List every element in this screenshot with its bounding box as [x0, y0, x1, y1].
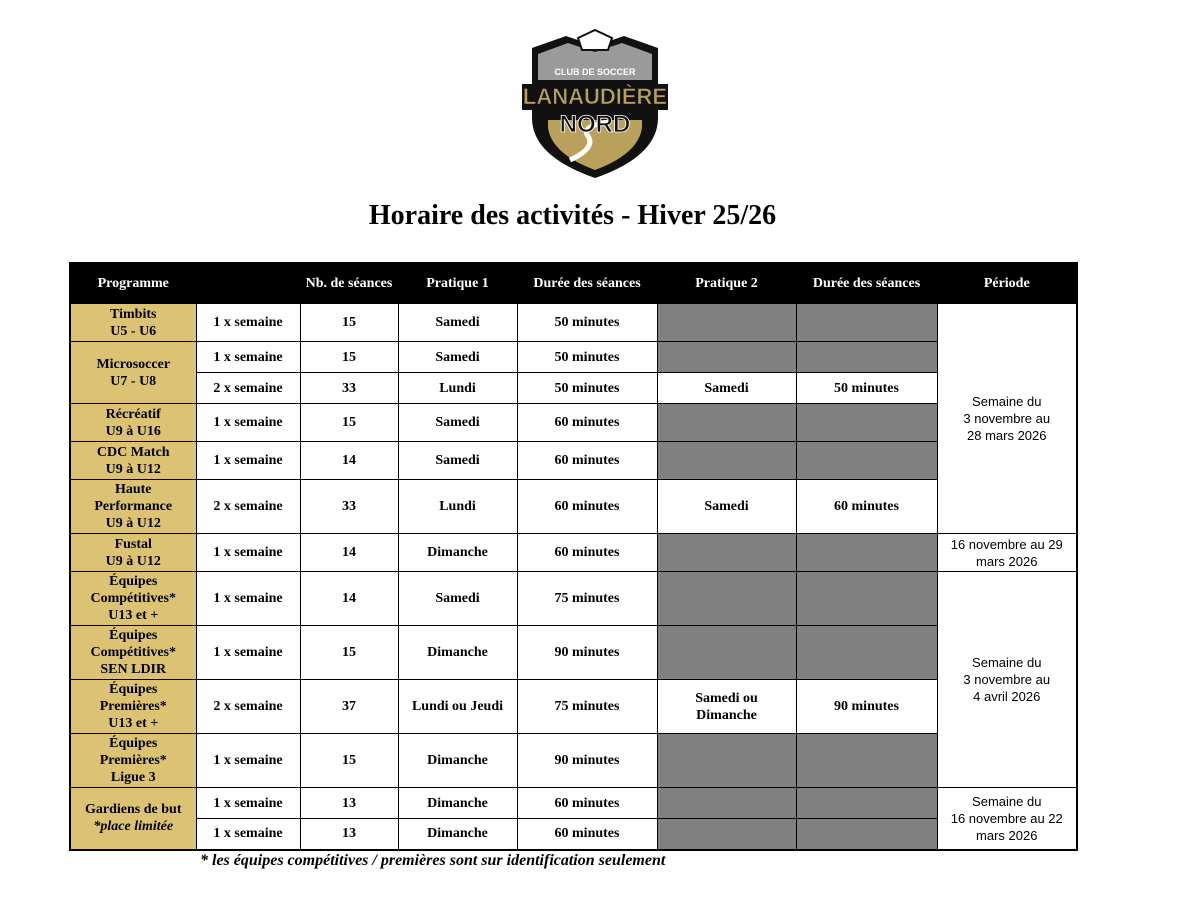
table-row — [70, 404, 1077, 442]
pratique-2-line: Samedi ou — [695, 690, 758, 706]
program-line: Performance — [94, 499, 173, 514]
pratique-2-cell-empty — [657, 734, 796, 788]
duree-2-cell-empty — [796, 734, 937, 788]
periode-cell — [937, 304, 1077, 534]
duree-2-cell-empty — [796, 572, 937, 626]
table-row — [70, 734, 1077, 788]
pratique-2-cell-empty — [657, 788, 796, 819]
periode-cell — [937, 788, 1077, 850]
pratique-2-cell-empty — [657, 342, 796, 373]
nb-seances-cell: 13 — [300, 788, 398, 819]
pratique-2-cell-empty — [657, 572, 796, 626]
table-row — [70, 342, 1077, 373]
duree-1-cell: 75 minutes — [517, 572, 657, 626]
pratique-2-cell: Samedi — [657, 373, 796, 404]
frequency-cell: 1 x semaine — [196, 572, 300, 626]
duree-1-cell: 50 minutes — [517, 373, 657, 404]
program-line: CDC Match — [96, 444, 170, 460]
periode-line: mars 2026 — [976, 553, 1038, 569]
pratique-1-cell: Dimanche — [398, 734, 517, 788]
duree-2-cell-empty — [796, 342, 937, 373]
pratique-2-cell-empty — [657, 819, 796, 850]
frequency-cell: 1 x semaine — [196, 734, 300, 788]
program-line: U9 à U16 — [105, 423, 161, 439]
duree-1-cell: 90 minutes — [517, 734, 657, 788]
program-line: U5 - U6 — [110, 323, 157, 339]
duree-1-cell: 50 minutes — [517, 342, 657, 373]
program-cell — [70, 342, 196, 404]
frequency-cell: 1 x semaine — [196, 534, 300, 572]
page-title: Horaire des activités - Hiver 25/26 — [368, 200, 777, 231]
pratique-2-cell-empty — [657, 626, 796, 680]
header-duree-1: Durée des séances — [517, 263, 657, 304]
pratique-2-cell-empty — [657, 442, 796, 480]
periode-line: 28 mars 2026 — [967, 428, 1047, 443]
program-line: Équipes — [109, 628, 158, 643]
program-cell — [70, 404, 196, 442]
program-line: Récréatif — [105, 406, 161, 422]
table-row — [70, 680, 1077, 734]
logo-name-line1: LANAUDIÈRE — [522, 84, 668, 109]
nb-seances-cell: 15 — [300, 626, 398, 680]
program-cell — [70, 480, 196, 534]
program-cell — [70, 680, 196, 734]
club-logo — [518, 28, 672, 182]
duree-2-cell: 50 minutes — [796, 373, 937, 404]
nb-seances-cell: 14 — [300, 534, 398, 572]
program-line: U13 et + — [108, 716, 159, 731]
program-line: Compétitives* — [90, 591, 177, 606]
table-row — [70, 626, 1077, 680]
frequency-cell: 1 x semaine — [196, 404, 300, 442]
program-cell — [70, 572, 196, 626]
logo-name-line2: NORD — [559, 111, 631, 138]
pratique-1-cell: Samedi — [398, 442, 517, 480]
program-line: Gardiens de but — [85, 802, 182, 818]
duree-2-cell-empty — [796, 626, 937, 680]
program-note: *place limitée — [93, 819, 174, 835]
program-line: SEN LDIR — [100, 662, 167, 677]
header-duree-2: Durée des séances — [796, 263, 937, 304]
frequency-cell: 1 x semaine — [196, 819, 300, 850]
pratique-1-cell: Samedi — [398, 342, 517, 373]
pratique-2-cell-empty — [657, 404, 796, 442]
table-row — [70, 572, 1077, 626]
pratique-1-cell: Samedi — [398, 404, 517, 442]
program-cell — [70, 734, 196, 788]
duree-2-cell-empty — [796, 442, 937, 480]
duree-2-cell-empty — [796, 819, 937, 850]
duree-1-cell: 60 minutes — [517, 480, 657, 534]
program-cell — [70, 626, 196, 680]
table-row — [70, 819, 1077, 850]
nb-seances-cell: 37 — [300, 680, 398, 734]
periode-line: 16 novembre au 29 — [950, 536, 1063, 552]
program-line: U13 et + — [108, 608, 159, 623]
program-line: Équipes — [109, 574, 158, 589]
nb-seances-cell: 15 — [300, 734, 398, 788]
pratique-2-line: Dimanche — [696, 707, 757, 723]
pratique-1-cell: Dimanche — [398, 534, 517, 572]
nb-seances-cell: 14 — [300, 572, 398, 626]
nb-seances-cell: 33 — [300, 480, 398, 534]
duree-2-cell-empty — [796, 304, 937, 342]
table-row — [70, 442, 1077, 480]
program-line: Équipes — [109, 736, 158, 751]
periode-line: Semaine du — [972, 394, 1042, 409]
pratique-2-cell: Samedi — [657, 480, 796, 534]
program-line: Haute — [114, 482, 152, 497]
duree-2-cell-empty — [796, 404, 937, 442]
program-cell — [70, 442, 196, 480]
program-line: U9 à U12 — [105, 516, 161, 531]
table-row — [70, 534, 1077, 572]
periode-line: Semaine du — [972, 793, 1042, 809]
frequency-cell: 1 x semaine — [196, 442, 300, 480]
nb-seances-cell: 13 — [300, 819, 398, 850]
table-row — [70, 480, 1077, 534]
pratique-2-cell-empty — [657, 304, 796, 342]
program-line: Premières* — [99, 699, 167, 714]
program-line: Microsoccer — [96, 356, 171, 372]
duree-2-cell: 90 minutes — [796, 680, 937, 734]
duree-2-cell: 60 minutes — [796, 480, 937, 534]
program-line: U9 à U12 — [105, 553, 161, 569]
header-pratique-2: Pratique 2 — [657, 263, 796, 304]
pratique-1-cell: Lundi — [398, 373, 517, 404]
periode-line: mars 2026 — [976, 827, 1038, 843]
nb-seances-cell: 15 — [300, 304, 398, 342]
periode-line: 16 novembre au 22 — [950, 810, 1063, 826]
periode-line: Semaine du — [972, 655, 1042, 670]
duree-1-cell: 60 minutes — [517, 819, 657, 850]
program-cell — [70, 534, 196, 572]
nb-seances-cell: 15 — [300, 342, 398, 373]
header-frequency — [196, 263, 300, 304]
pratique-2-cell — [657, 680, 796, 734]
logo-top-text: CLUB DE SOCCER — [554, 67, 636, 77]
duree-2-cell-empty — [796, 788, 937, 819]
header-row — [70, 263, 1077, 304]
duree-1-cell: 50 minutes — [517, 304, 657, 342]
program-line: Timbits — [110, 306, 157, 322]
pratique-2-cell-empty — [657, 534, 796, 572]
header-periode: Période — [937, 263, 1077, 304]
pratique-1-cell: Samedi — [398, 304, 517, 342]
program-line: U9 à U12 — [105, 461, 161, 477]
frequency-cell: 1 x semaine — [196, 304, 300, 342]
header-pratique-1: Pratique 1 — [398, 263, 517, 304]
duree-1-cell: 60 minutes — [517, 404, 657, 442]
frequency-cell: 1 x semaine — [196, 342, 300, 373]
program-cell — [70, 304, 196, 342]
pratique-1-cell: Samedi — [398, 572, 517, 626]
periode-cell — [937, 572, 1077, 788]
duree-1-cell: 60 minutes — [517, 534, 657, 572]
program-line: Ligue 3 — [110, 770, 156, 785]
pratique-1-cell: Lundi ou Jeudi — [398, 680, 517, 734]
header-programme: Programme — [70, 263, 196, 304]
duree-1-cell: 90 minutes — [517, 626, 657, 680]
program-line: Compétitives* — [90, 645, 177, 660]
program-line: Premières* — [99, 753, 167, 768]
periode-line: 3 novembre au — [963, 411, 1051, 426]
program-line: Équipes — [109, 682, 158, 697]
nb-seances-cell: 14 — [300, 442, 398, 480]
schedule-table — [69, 262, 1078, 851]
frequency-cell: 1 x semaine — [196, 788, 300, 819]
periode-line: 3 novembre au — [963, 672, 1051, 687]
duree-1-cell: 75 minutes — [517, 680, 657, 734]
pratique-1-cell: Dimanche — [398, 819, 517, 850]
logo-ball — [578, 30, 612, 50]
duree-1-cell: 60 minutes — [517, 788, 657, 819]
program-line: Fustal — [114, 536, 152, 552]
frequency-cell: 2 x semaine — [196, 373, 300, 404]
pratique-1-cell: Lundi — [398, 480, 517, 534]
duree-1-cell: 60 minutes — [517, 442, 657, 480]
table-row — [70, 788, 1077, 819]
frequency-cell: 2 x semaine — [196, 680, 300, 734]
periode-cell — [937, 534, 1077, 572]
nb-seances-cell: 33 — [300, 373, 398, 404]
header-nb-seances: Nb. de séances — [300, 263, 398, 304]
program-line: U7 - U8 — [110, 373, 157, 389]
nb-seances-cell: 15 — [300, 404, 398, 442]
table-row — [70, 373, 1077, 404]
table-row — [70, 304, 1077, 342]
footnote: * les équipes compétitives / premières sont sur identification seulement — [200, 852, 666, 869]
duree-2-cell-empty — [796, 534, 937, 572]
periode-line: 4 avril 2026 — [973, 689, 1041, 704]
pratique-1-cell: Dimanche — [398, 626, 517, 680]
frequency-cell: 1 x semaine — [196, 626, 300, 680]
frequency-cell: 2 x semaine — [196, 480, 300, 534]
program-cell — [70, 788, 196, 850]
pratique-1-cell: Dimanche — [398, 788, 517, 819]
